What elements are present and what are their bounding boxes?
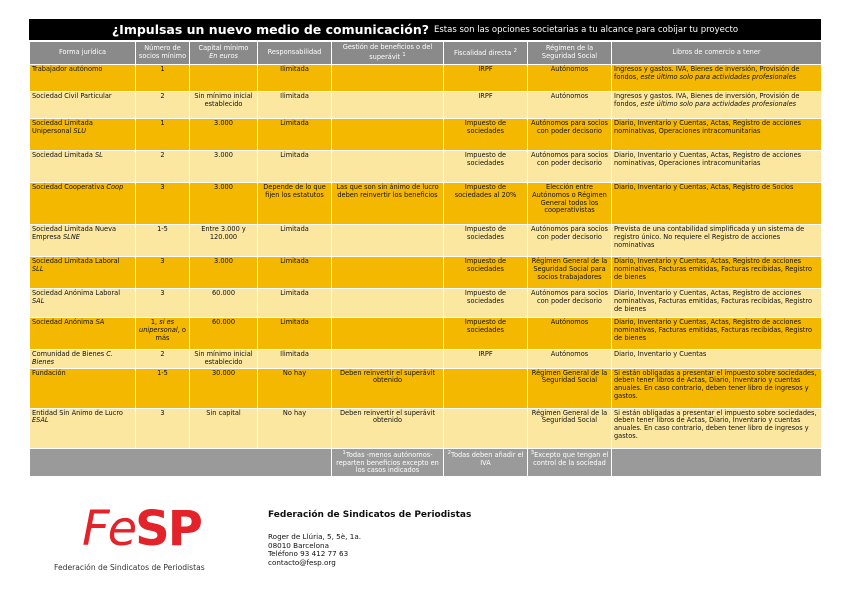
cell-responsabilidad-text: Limitada <box>280 257 309 265</box>
cell-responsabilidad <box>258 183 332 225</box>
cell-socios <box>136 119 190 151</box>
cell-socios-text: 2 <box>160 350 165 358</box>
header-gestion-label: Gestión de beneficios o del superávit <box>342 43 433 62</box>
header-fiscalidad-label: Fiscalidad directa <box>454 49 512 58</box>
cell-forma-text: Sociedad Limitada Nueva Empresa <box>32 225 117 241</box>
cell-libros <box>612 289 822 318</box>
cell-capital <box>190 350 258 369</box>
cell-capital <box>190 92 258 119</box>
cell-capital <box>190 65 258 92</box>
cell-libros-text: Diario, Inventario y Cuentas, Actas, Registro de Socios <box>614 183 794 191</box>
logo-subtitle: Federación de Sindicatos de Periodistas <box>54 563 205 572</box>
cell-libros <box>612 350 822 369</box>
cell-capital <box>190 408 258 448</box>
cell-forma-text: Trabajador autónomo <box>32 65 103 73</box>
cell-libros-text: Diario, Inventario y Cuentas, Actas, Registro de acciones nominativas, Operaciones intracomunitarias <box>614 151 802 167</box>
cell-gestion <box>332 65 444 92</box>
table-row <box>30 151 822 183</box>
cell-fiscalidad-text: IRPF <box>478 92 493 100</box>
legal-forms-table <box>29 41 822 477</box>
cell-libros <box>612 183 822 225</box>
cell-regimen <box>528 92 612 119</box>
cell-capital-text: 3.000 <box>214 257 233 265</box>
cell-socios <box>136 65 190 92</box>
cell-capital <box>190 183 258 225</box>
cell-forma-text: Fundación <box>32 368 66 377</box>
address-city: 08010 Barcelona <box>268 540 330 550</box>
cell-gestion <box>332 257 444 289</box>
cell-responsabilidad <box>258 350 332 369</box>
cell-libros <box>612 65 822 92</box>
cell-responsabilidad <box>258 408 332 448</box>
footnotes-row <box>30 448 822 477</box>
cell-socios <box>136 368 190 408</box>
cell-regimen <box>528 183 612 225</box>
cell-forma-text: Entidad Sin Ánimo de Lucro <box>32 408 123 417</box>
footnotes-spacer-right <box>612 448 822 477</box>
footnote-2-mark: 2 <box>447 449 452 456</box>
cell-libros <box>612 225 822 257</box>
cell-socios-text: 1, <box>150 318 158 326</box>
cell-capital-text: 3.000 <box>214 119 233 127</box>
cell-responsabilidad-text: Limitada <box>280 225 309 233</box>
cell-fiscalidad <box>444 92 528 119</box>
cell-capital-text: 60.000 <box>211 289 236 297</box>
table-row <box>30 183 822 225</box>
cell-socios <box>136 318 190 350</box>
cell-responsabilidad <box>258 318 332 350</box>
phone: Teléfono 93 412 77 63 <box>268 549 349 559</box>
header-gestion-mark: 1 <box>402 51 406 58</box>
cell-capital <box>190 119 258 151</box>
cell-regimen <box>528 257 612 289</box>
cell-regimen <box>528 65 612 92</box>
cell-socios-text: 1-5 <box>157 225 168 233</box>
cell-regimen-text: Autónomos para socios con poder decisorio <box>531 119 608 135</box>
cell-responsabilidad-text: Limitada <box>280 289 309 297</box>
cell-capital <box>190 225 258 257</box>
cell-capital-text: 60.000 <box>211 318 236 326</box>
cell-libros-text: Prevista de una contabilidad simplificada y un sistema de registro único. No requiere el Registro de acciones nominativas <box>614 225 805 249</box>
cell-forma <box>30 408 136 448</box>
header-capital <box>190 42 258 65</box>
cell-socios-text: 1 <box>160 65 165 73</box>
cell-gestion <box>332 92 444 119</box>
cell-responsabilidad-text: Ilimitada <box>280 65 309 73</box>
cell-gestion-text: Deben reinvertir el superávit obtenido <box>339 368 436 385</box>
cell-forma-abbr: SAL <box>32 296 45 305</box>
header-fiscalidad <box>444 42 528 65</box>
cell-socios-text: 1-5 <box>157 368 168 377</box>
cell-regimen-text: Régimen General de la Seguridad Social <box>531 408 608 425</box>
header-libros: Libros de comercio a tener <box>612 42 822 65</box>
table-row <box>30 257 822 289</box>
table-header-row <box>30 42 822 65</box>
cell-regimen <box>528 368 612 408</box>
fesp-logo <box>82 501 232 561</box>
cell-forma <box>30 151 136 183</box>
cell-libros-text: Diario, Inventario y Cuentas, Actas, Registro de acciones nominativas, Facturas emitidas, Facturas recibidas, Registro de bienes <box>614 318 812 342</box>
cell-regimen-text: Autónomos para socios con poder decisorio <box>531 151 608 167</box>
cell-socios-text: 1 <box>160 119 165 127</box>
table-row <box>30 225 822 257</box>
cell-forma-abbr: SL <box>94 151 103 159</box>
cell-forma-abbr: SLNE <box>62 232 80 241</box>
cell-fiscalidad <box>444 151 528 183</box>
cell-fiscalidad-text: IRPF <box>478 65 493 73</box>
cell-gestion <box>332 408 444 448</box>
footnotes-spacer <box>30 448 332 477</box>
banner-title: ¿Impulsas un nuevo medio de comunicación? <box>111 22 429 37</box>
cell-responsabilidad-text: No hay <box>282 368 307 377</box>
cell-gestion <box>332 350 444 369</box>
cell-forma-text: Sociedad Cooperativa <box>32 183 105 191</box>
cell-libros-text: Ingresos y gastos. IVA, Bienes de inversión, Provisión de fondos, <box>614 65 800 81</box>
cell-socios <box>136 183 190 225</box>
cell-gestion <box>332 183 444 225</box>
cell-forma <box>30 92 136 119</box>
cell-forma-text: Sociedad Civil Particular <box>32 92 112 100</box>
cell-socios-text: 3 <box>160 257 165 265</box>
table-row <box>30 65 822 92</box>
cell-forma-abbr: SA <box>95 318 105 326</box>
cell-capital <box>190 289 258 318</box>
cell-fiscalidad <box>444 289 528 318</box>
cell-responsabilidad-text: Limitada <box>280 318 309 326</box>
cell-regimen <box>528 289 612 318</box>
cell-gestion <box>332 289 444 318</box>
cell-capital-text: 30.000 <box>211 368 236 377</box>
cell-responsabilidad-text: Limitada <box>280 151 309 159</box>
cell-fiscalidad <box>444 368 528 408</box>
cell-gestion <box>332 119 444 151</box>
cell-libros <box>612 119 822 151</box>
cell-responsabilidad <box>258 257 332 289</box>
cell-libros-text: Ingresos y gastos. IVA, Bienes de inversión, Provisión de fondos, <box>614 92 800 108</box>
cell-regimen <box>528 350 612 369</box>
cell-responsabilidad <box>258 289 332 318</box>
cell-gestion-text: Deben reinvertir el superávit obtenido <box>339 408 436 425</box>
cell-gestion <box>332 368 444 408</box>
cell-fiscalidad <box>444 257 528 289</box>
cell-regimen <box>528 119 612 151</box>
cell-fiscalidad <box>444 408 528 448</box>
cell-fiscalidad <box>444 183 528 225</box>
cell-forma-abbr: C. Bienes <box>32 350 113 366</box>
footnote-2-text: Todas deben añadir el IVA <box>451 450 524 467</box>
footnote-1-mark: 1 <box>342 449 346 456</box>
cell-responsabilidad <box>258 92 332 119</box>
cell-libros-text: Diario, Inventario y Cuentas, Actas, Registro de acciones nominativas, Facturas emitidas, Facturas recibidas, Registro de bienes <box>614 257 812 281</box>
table-row <box>30 368 822 408</box>
cell-capital <box>190 318 258 350</box>
cell-forma-text: Sociedad Anónima <box>32 318 94 326</box>
cell-forma-text: Sociedad Limitada Laboral <box>32 257 120 265</box>
organization-name: Federación de Sindicatos de Periodistas <box>268 510 472 520</box>
table-row <box>30 318 822 350</box>
cell-regimen-text: Elección entre Autónomos o Régimen General todos los cooperativistas <box>532 183 607 215</box>
cell-regimen-text: Régimen General de la Seguridad Social para socios trabajadores <box>531 257 608 281</box>
cell-forma-text: Sociedad Limitada <box>32 151 93 159</box>
header-capital-label: Capital mínimo <box>198 44 249 53</box>
logo-fe: Fe <box>82 501 136 557</box>
cell-socios-text: 2 <box>160 92 165 100</box>
header-fiscalidad-mark: 2 <box>513 48 517 54</box>
cell-libros <box>612 318 822 350</box>
cell-libros <box>612 92 822 119</box>
cell-forma-abbr: ESAL <box>32 416 49 425</box>
header-gestion <box>332 42 444 65</box>
cell-libros-text: Diario, Inventario y Cuentas <box>614 350 707 358</box>
header-regimen: Régimen de la Seguridad Social <box>528 42 612 65</box>
cell-socios-text: 3 <box>160 408 165 417</box>
header-responsabilidad: Responsabilidad <box>258 42 332 65</box>
cell-fiscalidad <box>444 65 528 92</box>
cell-fiscalidad-text: Impuesto de sociedades <box>464 289 507 305</box>
cell-regimen-text: Autónomos <box>550 65 589 73</box>
cell-regimen-text: Régimen General de la Seguridad Social <box>531 368 608 385</box>
address-street: Roger de Llúria, 5, 5è, 1a. <box>268 532 362 541</box>
cell-capital-text: 3.000 <box>214 151 233 159</box>
cell-capital <box>190 257 258 289</box>
cell-responsabilidad-text: Limitada <box>280 119 309 127</box>
cell-regimen-text: Autónomos para socios con poder decisorio <box>531 289 608 305</box>
cell-socios-text: 2 <box>160 151 165 159</box>
cell-capital-text: Entre 3.000 y 120.000 <box>201 225 246 241</box>
cell-libros <box>612 151 822 183</box>
table-row <box>30 408 822 448</box>
header-socios: Número de socios mínimo <box>136 42 190 65</box>
cell-fiscalidad-text: Impuesto de sociedades <box>464 318 507 334</box>
email-link[interactable]: contacto@fesp.org <box>268 557 336 567</box>
table-row <box>30 119 822 151</box>
cell-libros-italic: este último solo para actividades profesionales <box>640 99 797 108</box>
footnote-2 <box>444 448 528 477</box>
cell-forma-text: Comunidad de Bienes <box>32 350 105 358</box>
cell-socios <box>136 92 190 119</box>
footnote-3 <box>528 448 612 477</box>
cell-capital-text: Sin capital <box>206 408 241 417</box>
cell-forma <box>30 183 136 225</box>
cell-regimen-text: Autónomos <box>550 350 589 358</box>
cell-fiscalidad-text: Impuesto de sociedades <box>464 257 507 273</box>
banner-subtitle: Estas son las opciones societarias a tu alcance para cobijar tu proyecto <box>434 24 739 35</box>
cell-gestion-text: Las que son sin ánimo de lucro deben reinvertir los beneficios <box>336 183 439 199</box>
header-forma: Forma jurídica <box>30 42 136 65</box>
cell-forma <box>30 257 136 289</box>
cell-libros-text: Si están obligadas a presentar el impuesto sobre sociedades, deben tener libros de Actas, Diario, Inventario y cuentas anuales. En caso contrario, deben tener libro de ingresos y gastos. <box>614 408 817 440</box>
cell-regimen <box>528 408 612 448</box>
cell-libros-text: Diario, Inventario y Cuentas, Actas, Registro de acciones nominativas, Facturas emitidas, Facturas recibidas, Registro de bienes <box>614 289 812 313</box>
table-row <box>30 92 822 119</box>
cell-responsabilidad <box>258 151 332 183</box>
cell-socios <box>136 257 190 289</box>
footnote-3-mark: 3 <box>530 449 535 456</box>
cell-forma-abbr: SLU <box>73 126 87 135</box>
cell-libros <box>612 368 822 408</box>
cell-libros <box>612 408 822 448</box>
cell-socios <box>136 151 190 183</box>
cell-responsabilidad <box>258 119 332 151</box>
cell-fiscalidad <box>444 225 528 257</box>
logo-sp: SP <box>135 501 201 557</box>
cell-socios-text: 3 <box>160 183 165 191</box>
cell-forma-text: Sociedad Anónima Laboral <box>32 289 121 297</box>
cell-regimen <box>528 225 612 257</box>
cell-fiscalidad-text: Impuesto de sociedades <box>464 225 507 241</box>
cell-libros-text: Si están obligadas a presentar el impuesto sobre sociedades, deben tener libros de Actas, Diario, Inventario y cuentas anuales. En caso contrario, deben tener libro de ingresos y gastos. <box>614 368 817 400</box>
cell-responsabilidad <box>258 65 332 92</box>
cell-responsabilidad <box>258 225 332 257</box>
cell-responsabilidad <box>258 368 332 408</box>
cell-regimen-text: Autónomos para socios con poder decisorio <box>531 225 608 241</box>
cell-regimen-text: Autónomos <box>550 318 589 326</box>
cell-forma <box>30 225 136 257</box>
cell-socios-tail: , o más <box>155 325 186 342</box>
cell-libros <box>612 257 822 289</box>
page-banner <box>29 19 821 40</box>
cell-fiscalidad-text: Impuesto de sociedades al 20% <box>454 183 517 199</box>
cell-fiscalidad-text: Impuesto de sociedades <box>464 151 507 167</box>
table-row <box>30 350 822 369</box>
cell-libros-text: Diario, Inventario y Cuentas, Actas, Registro de acciones nominativas, Operaciones intracomunitarias <box>614 119 802 135</box>
logo-wordmark <box>82 501 232 557</box>
cell-forma <box>30 119 136 151</box>
cell-gestion <box>332 318 444 350</box>
cell-regimen <box>528 318 612 350</box>
cell-forma-abbr: Coop <box>106 183 124 191</box>
cell-forma <box>30 289 136 318</box>
cell-forma-text: Sociedad Limitada Unipersonal <box>32 119 93 135</box>
cell-socios <box>136 408 190 448</box>
cell-regimen <box>528 151 612 183</box>
cell-socios-text: 3 <box>160 289 165 297</box>
cell-libros-italic: este último solo para actividades profesionales <box>640 72 797 81</box>
cell-responsabilidad-text: Ilimitada <box>280 92 309 100</box>
cell-responsabilidad-text: Depende de lo que fijen los estatutos <box>263 183 326 199</box>
contact-block <box>268 533 361 567</box>
footnote-1-text: Todas -menos autónomos- reparten beneficios excepto en los casos indicados <box>336 450 439 475</box>
cell-capital-text: Sin mínimo inicial establecido <box>194 92 253 108</box>
cell-capital <box>190 151 258 183</box>
cell-fiscalidad <box>444 350 528 369</box>
cell-regimen-text: Autónomos <box>550 92 589 100</box>
cell-fiscalidad-text: Impuesto de sociedades <box>464 119 507 135</box>
cell-gestion <box>332 151 444 183</box>
cell-responsabilidad-text: Ilimitada <box>280 350 309 358</box>
cell-socios <box>136 350 190 369</box>
cell-gestion <box>332 225 444 257</box>
footnote-1 <box>332 448 444 477</box>
cell-forma-abbr: SLL <box>32 264 44 273</box>
table-row <box>30 289 822 318</box>
header-capital-unit: En euros <box>209 52 238 60</box>
cell-capital-text: 3.000 <box>214 183 233 191</box>
cell-socios-note: si es unipersonal <box>139 318 178 334</box>
footnote-3-text: Excepto que tengan el control de la sociedad <box>533 450 609 467</box>
cell-socios <box>136 289 190 318</box>
cell-responsabilidad-text: No hay <box>282 408 307 417</box>
cell-fiscalidad-text: IRPF <box>478 350 493 358</box>
cell-forma <box>30 350 136 369</box>
cell-forma <box>30 65 136 92</box>
cell-forma <box>30 368 136 408</box>
cell-socios <box>136 225 190 257</box>
cell-fiscalidad <box>444 318 528 350</box>
cell-fiscalidad <box>444 119 528 151</box>
cell-capital <box>190 368 258 408</box>
cell-forma <box>30 318 136 350</box>
cell-capital-text: Sin mínimo inicial establecido <box>194 350 253 366</box>
